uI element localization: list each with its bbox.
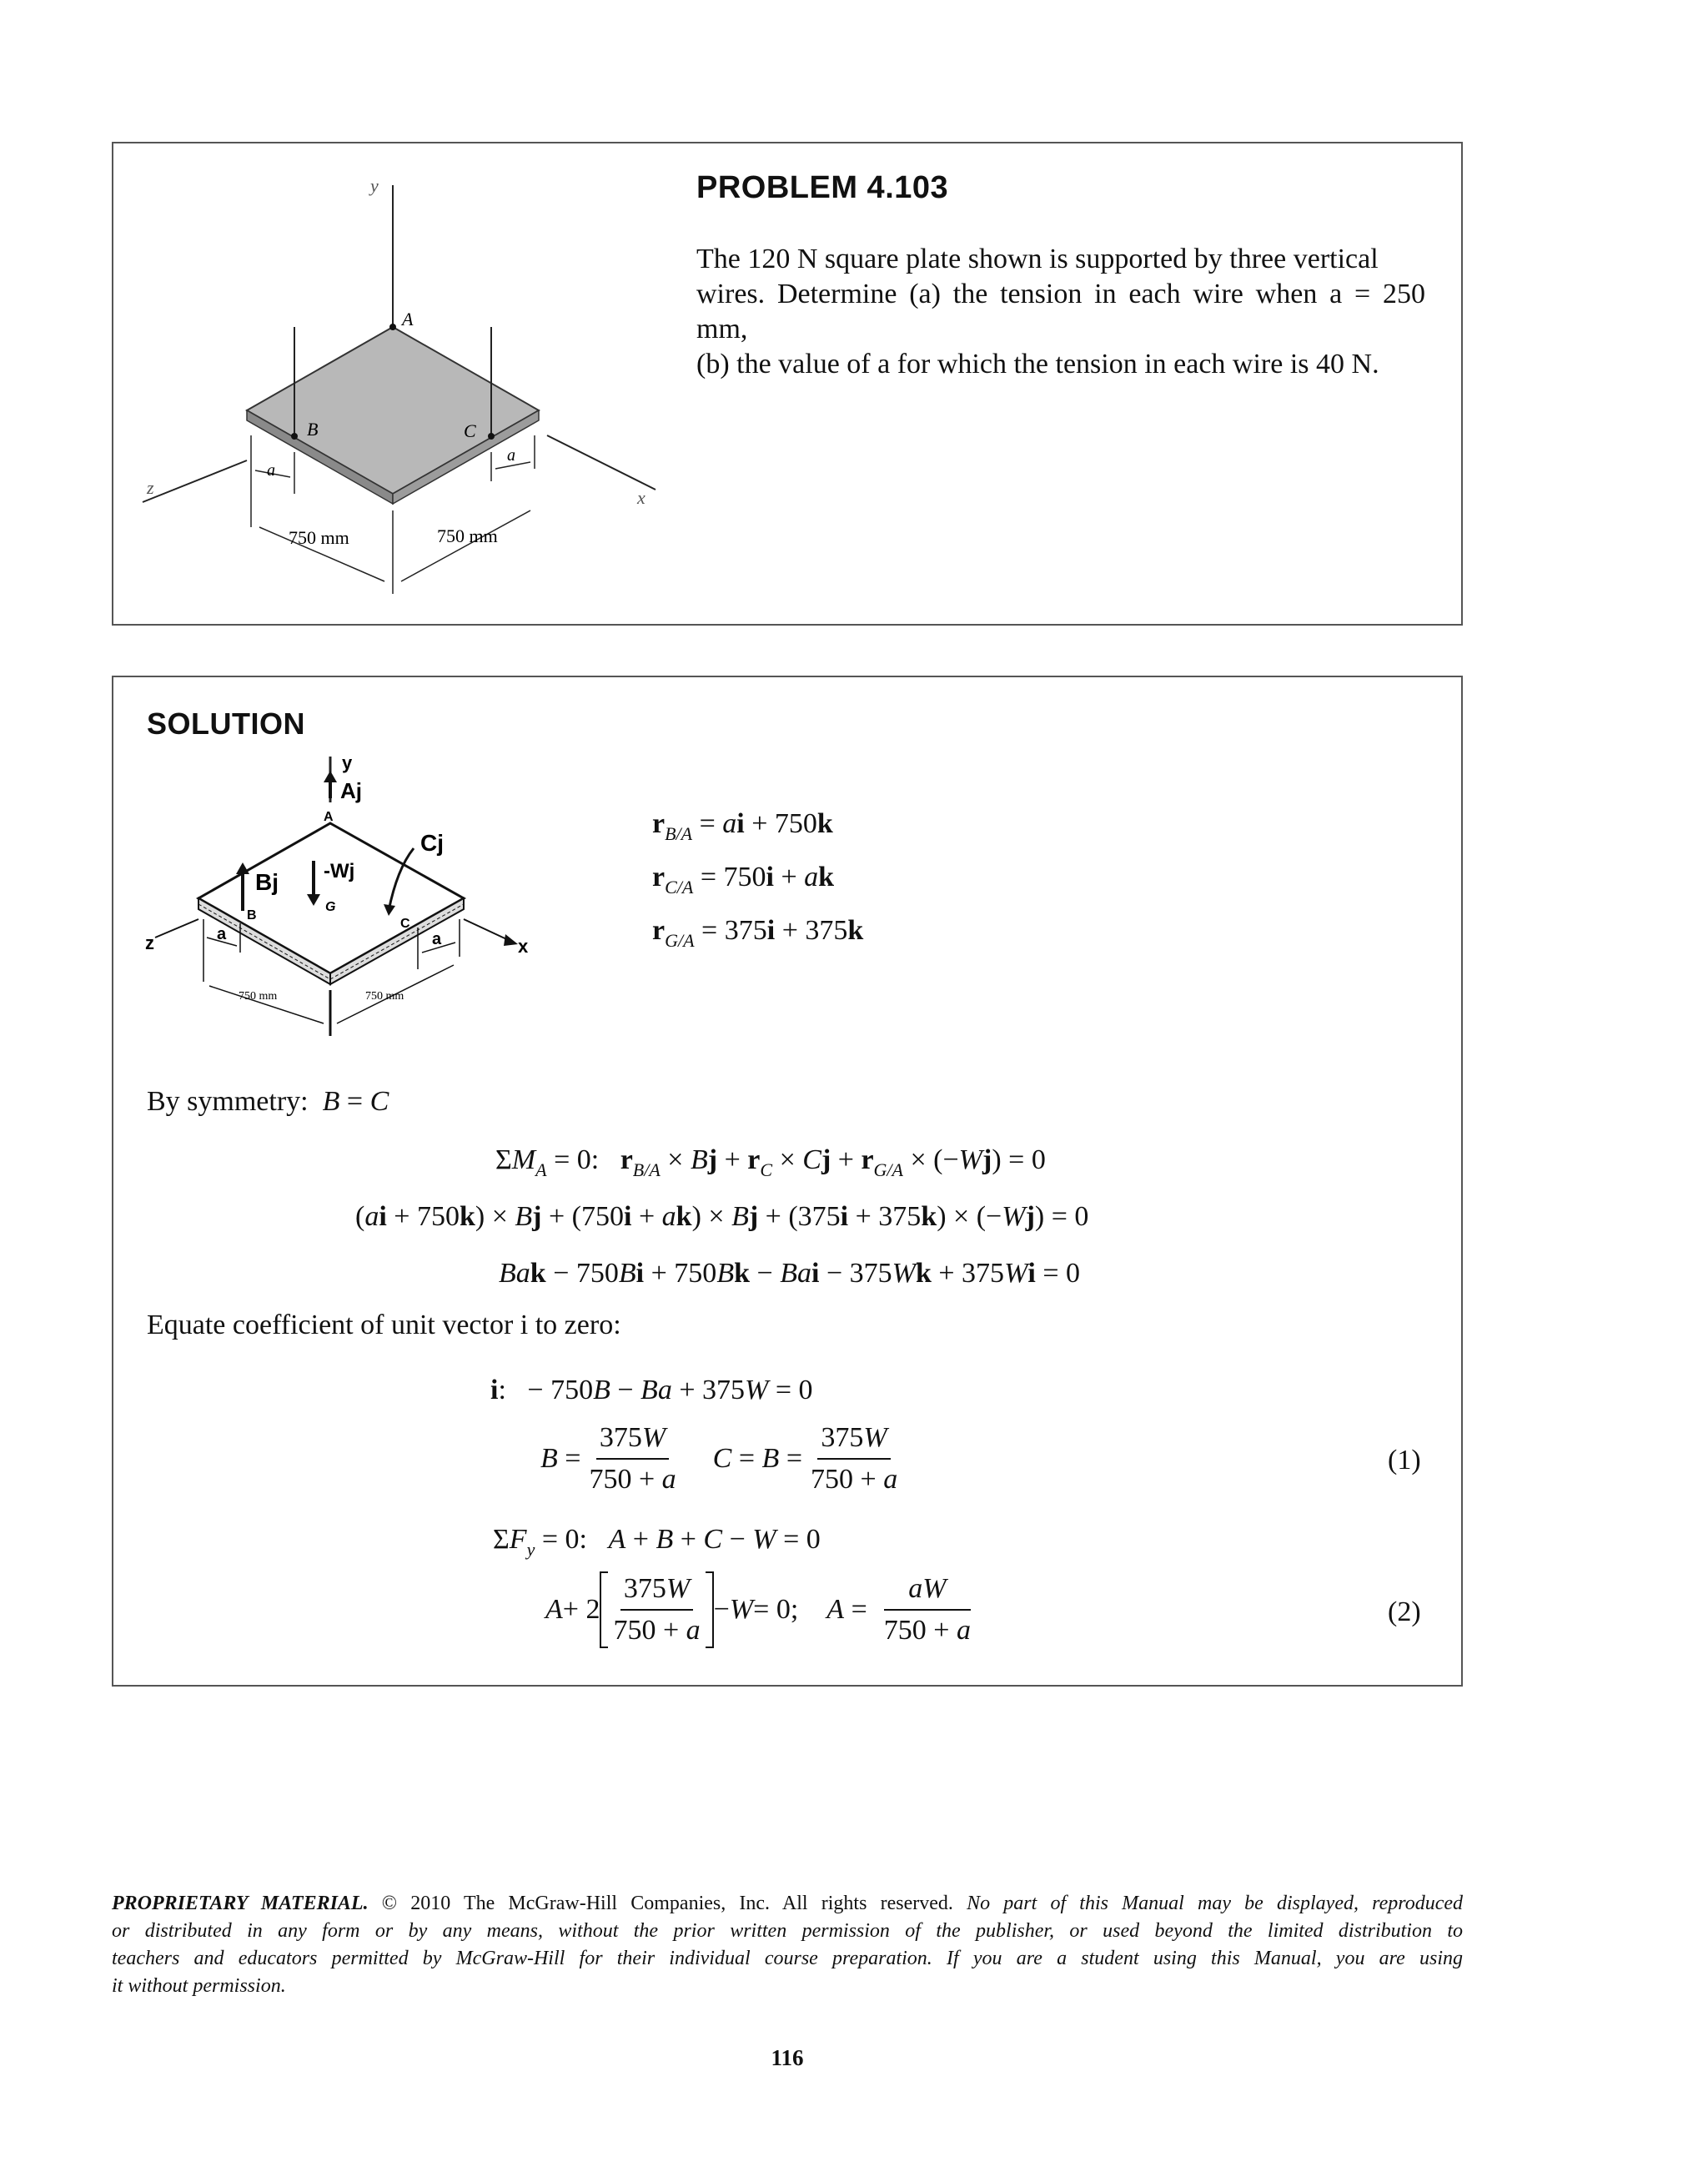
footer-line-3-text: teachers and educators permitted by McGraw-Hill for their individual course preparation. If you are a student using this Manual, you are using bbox=[112, 1948, 1463, 1969]
axis-z-label: z bbox=[147, 477, 154, 498]
statement-line-3: (b) the value of a for which the tension in each wire is 40 N. bbox=[696, 349, 1379, 380]
force-w-label: -Wj bbox=[324, 860, 355, 882]
footer-line-2-text: or distributed in any form or by any means, without the prior written permission of the publisher, or used beyond the limited distribution to bbox=[112, 1920, 1463, 1942]
point-a-label: A bbox=[402, 309, 414, 329]
sol-dim-a-left: a bbox=[217, 925, 227, 943]
sol-dim-left: 750 mm bbox=[239, 990, 278, 1003]
problem-box bbox=[112, 142, 1463, 626]
eq-a-solution: A + 2 $\frac{375W}{750 + a}$ − W = 0; A = $\frac{aW}{750 + a}$ bbox=[545, 1571, 979, 1648]
sol-dim-right: 750 mm bbox=[365, 990, 404, 1003]
statement-line-1: The 120 N square plate shown is supported by three vertical bbox=[696, 244, 1379, 274]
symmetry-label: By symmetry: bbox=[147, 1086, 309, 1117]
axis-y-label: y bbox=[370, 175, 379, 196]
eq-r-ba: $r_{B/A}$ = ai + 750k bbox=[652, 808, 833, 844]
sol-label-b: B bbox=[247, 908, 257, 923]
footer-notice bbox=[112, 1890, 1463, 2000]
sol-label-g: G bbox=[325, 900, 336, 914]
eq-moment-sum: $\Sigma M_A = 0$: $r_{B/A} \times Bj + r_C \times Cj + r_{G/A} \times (-Wj) = 0$ bbox=[495, 1144, 1046, 1180]
eq-number-1: (1) bbox=[1388, 1445, 1421, 1476]
sol-axis-z: z bbox=[145, 933, 154, 953]
force-a-label: Aj bbox=[340, 778, 362, 803]
force-b-label: Bj bbox=[255, 869, 279, 895]
footer-line-1 bbox=[112, 1890, 1463, 1918]
eq-force-sum: $\Sigma F_y = 0$: A + B + C − W = 0 bbox=[493, 1524, 821, 1560]
sol-label-c: C bbox=[400, 917, 410, 931]
sol-dim-a-right: a bbox=[432, 930, 442, 948]
dim-a-left: a bbox=[267, 461, 275, 480]
footer-line-1-rest: No part of this Manual may be displayed, reproduced bbox=[967, 1893, 1464, 1914]
force-c-label: Cj bbox=[420, 830, 444, 856]
footer-line-4 bbox=[112, 1973, 1463, 2000]
eq-r-ga: $r_{G/A} = 375i + 375k$ bbox=[652, 915, 864, 951]
equate-text bbox=[147, 1310, 621, 1341]
axis-x-label: x bbox=[637, 487, 646, 508]
position-vectors bbox=[652, 802, 863, 963]
solution-title: SOLUTION bbox=[147, 706, 305, 741]
problem-statement bbox=[696, 242, 1425, 382]
footer-lead: PROPRIETARY MATERIAL. bbox=[112, 1893, 369, 1914]
statement-line-2: wires. Determine (a) the tension in each wire when a = 250 mm, bbox=[696, 279, 1425, 344]
dim-a-right: a bbox=[507, 446, 515, 465]
equate-label: Equate coefficient of unit vector i to zero: bbox=[147, 1310, 621, 1340]
point-c-label: C bbox=[464, 420, 476, 441]
symmetry-line: By symmetry: B = C bbox=[147, 1086, 389, 1117]
eq-moment-simplified: Bak − 750Bi + 750Bk − Bai − 375Wk + 375Wi = 0 bbox=[499, 1258, 1081, 1289]
solution-box bbox=[112, 676, 1463, 1687]
sol-axis-y: y bbox=[342, 752, 353, 773]
dim-right: 750 mm bbox=[437, 525, 498, 546]
eq-moment-expanded: (ai + 750k) × Bj + (750i + ak) × Bj + (375i + 375k) × (−Wj) = 0 bbox=[355, 1201, 1089, 1232]
solution-figure bbox=[138, 752, 605, 1044]
eq-i-component: i: − 750B − Ba + 375W = 0 bbox=[490, 1375, 813, 1405]
eq-r-ca: $r_{C/A} = 750i$ + ak bbox=[652, 862, 835, 897]
footer-copyright: © 2010 The McGraw-Hill Companies, Inc. All rights reserved. bbox=[381, 1893, 953, 1914]
problem-figure bbox=[113, 160, 747, 594]
dim-left: 750 mm bbox=[289, 527, 349, 548]
eq-b-c: B = $\frac{375W}{750 + a}$ C = B = $\frac{375W}{750 + a}$ bbox=[540, 1422, 898, 1495]
page-number: 116 bbox=[771, 2045, 804, 2070]
point-b-label: B bbox=[307, 419, 319, 440]
sol-axis-x: x bbox=[518, 936, 529, 957]
problem-title: PROBLEM 4.103 bbox=[696, 170, 949, 205]
footer-line-3 bbox=[112, 1945, 1463, 1973]
eq-number-2: (2) bbox=[1388, 1596, 1421, 1627]
sol-label-a: A bbox=[324, 810, 334, 824]
footer-line-4-text: it without permission. bbox=[112, 1975, 286, 1997]
footer-line-2 bbox=[112, 1918, 1463, 1945]
